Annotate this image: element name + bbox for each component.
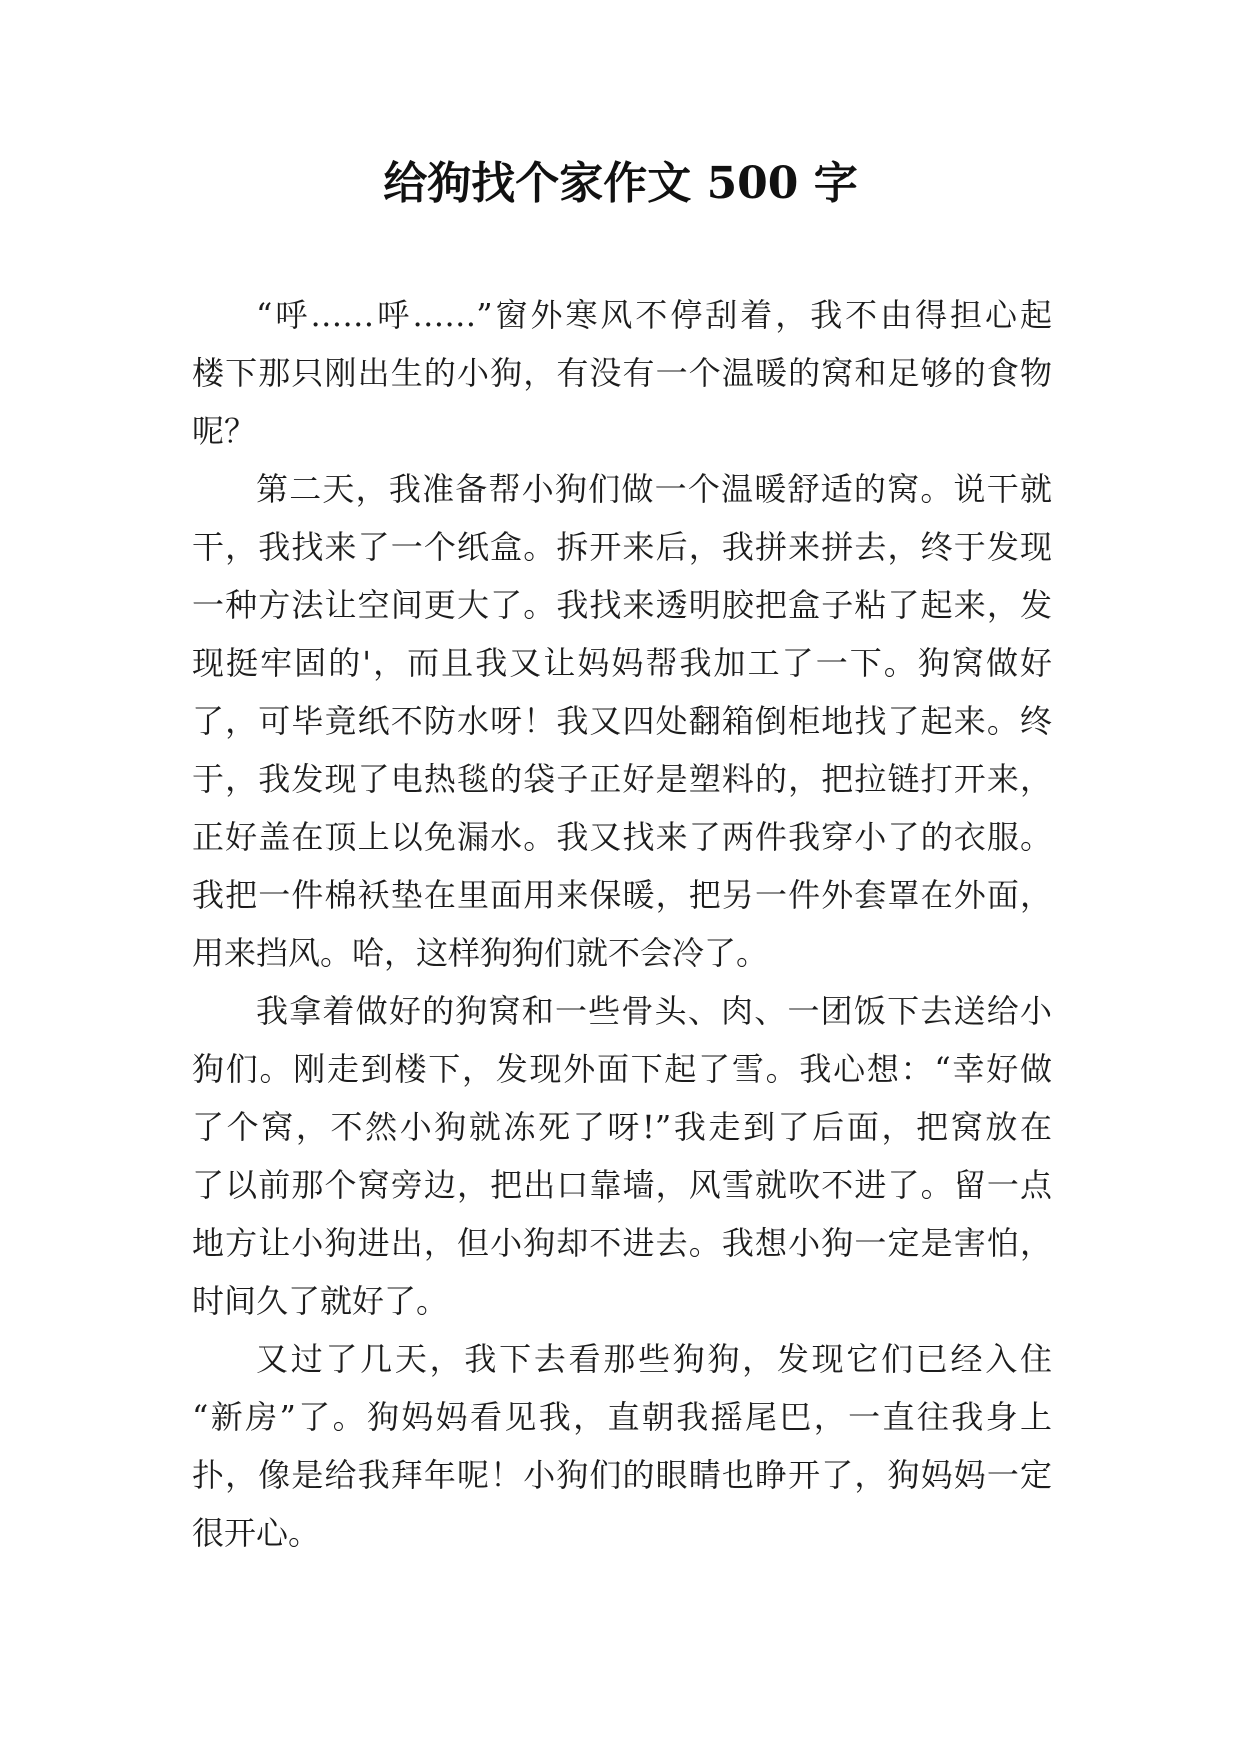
text-line: 第二天，我准备帮小狗们做一个温暖舒适的窝。说干就 [256, 470, 1052, 508]
text-line: 于，我发现了电热毯的袋子正好是塑料的，把拉链打开来， [192, 760, 1052, 798]
text-line: 楼下那只刚出生的小狗，有没有一个温暖的窝和足够的食物 [192, 354, 1052, 392]
text-line: 用来挡风。哈，这样狗狗们就不会冷了。 [192, 934, 769, 972]
text-line: 干，我找来了一个纸盒。拆开来后，我拼来拼去，终于发现 [192, 528, 1052, 566]
text-line: 我把一件棉袄垫在里面用来保暖，把另一件外套罩在外面， [192, 876, 1052, 914]
text-line: 正好盖在顶上以免漏水。我又找来了两件我穿小了的衣服。 [192, 818, 1052, 856]
text-line: 了，可毕竟纸不防水呀！我又四处翻箱倒柜地找了起来。终 [192, 702, 1052, 740]
text-line: 我拿着做好的狗窝和一些骨头、肉、一团饭下去送给小 [256, 992, 1052, 1030]
text-line: 又过了几天，我下去看那些狗狗，发现它们已经入住 [256, 1340, 1052, 1378]
text-line: 狗们。刚走到楼下，发现外面下起了雪。我心想：“幸好做 [192, 1050, 1052, 1088]
document-title: 给狗找个家作文 500 字 [383, 158, 858, 209]
text-line: 现挺牢固的'，而且我又让妈妈帮我加工了一下。狗窝做好 [192, 644, 1052, 682]
paragraph-4 [192, 1330, 1052, 1562]
text-line: 扑，像是给我拜年呢！小狗们的眼睛也睁开了，狗妈妈一定 [192, 1456, 1052, 1494]
text-line: 一种方法让空间更大了。我找来透明胶把盒子粘了起来，发 [192, 586, 1052, 624]
paragraph-1 [192, 286, 1052, 460]
text-line: 时间久了就好了。 [192, 1282, 449, 1320]
text-line: “呼……呼……”窗外寒风不停刮着，我不由得担心起 [256, 296, 1052, 334]
text-line: 呢？ [192, 412, 257, 450]
text-line: “新房”了。狗妈妈看见我，直朝我摇尾巴，一直往我身上 [192, 1398, 1052, 1436]
document-body [192, 286, 1052, 1562]
text-line: 了以前那个窝旁边，把出口靠墙，风雪就吹不进了。留一点 [192, 1166, 1052, 1204]
paragraph-3 [192, 982, 1052, 1330]
text-line: 地方让小狗进出，但小狗却不进去。我想小狗一定是害怕， [192, 1224, 1052, 1262]
text-line: 很开心。 [192, 1514, 321, 1552]
text-line: 了个窝，不然小狗就冻死了呀!”我走到了后面，把窝放在 [192, 1108, 1052, 1146]
paragraph-2 [192, 460, 1052, 982]
